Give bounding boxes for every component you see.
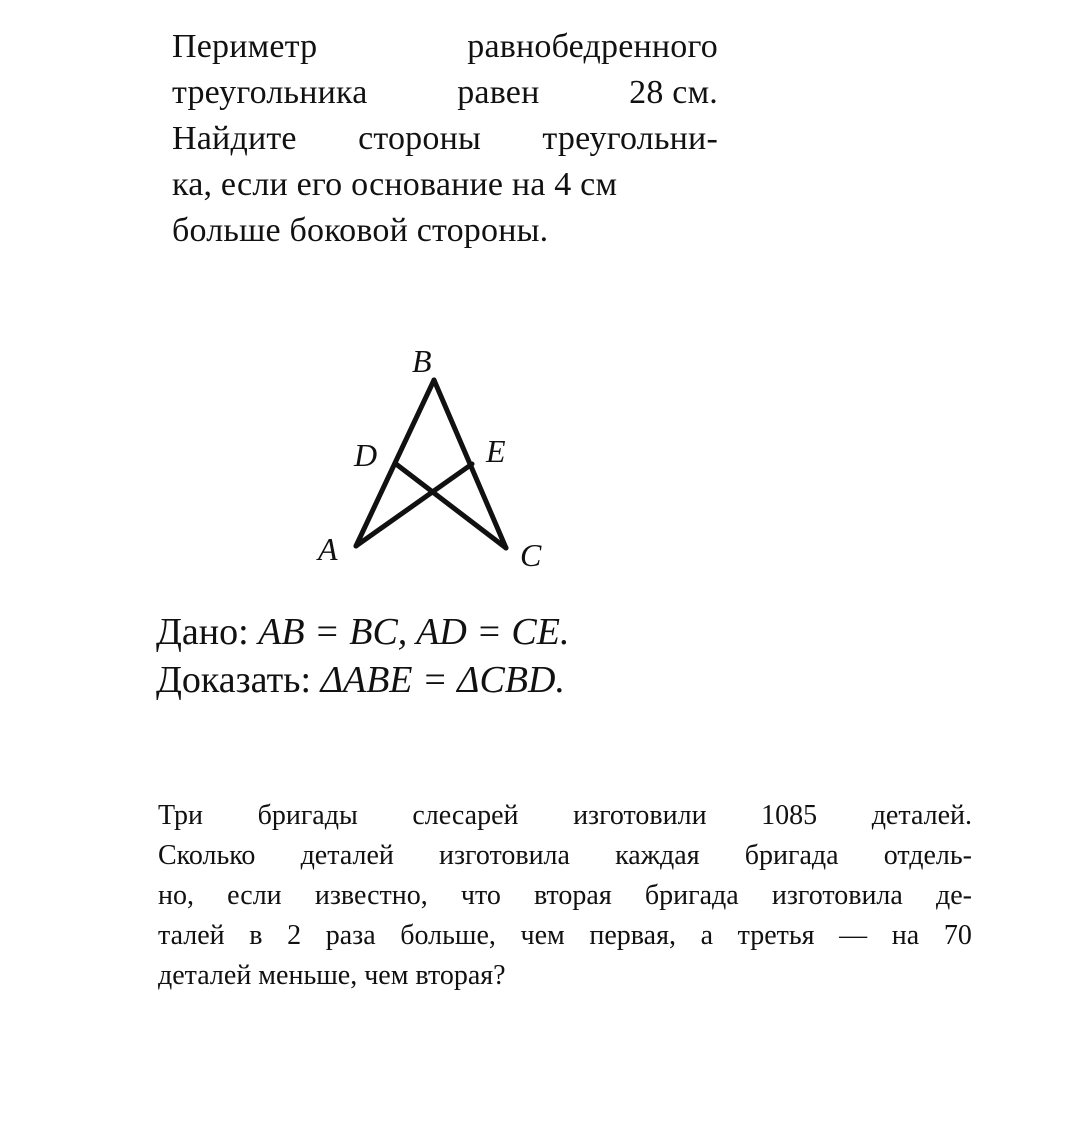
- word: известно,: [314, 880, 428, 911]
- word: Три: [158, 800, 204, 831]
- word: раза: [325, 920, 376, 951]
- given-expression: AB = BC, AD = CE.: [258, 611, 570, 653]
- triangle-figure: [300, 330, 560, 580]
- problem-1-line-5: больше боковой стороны.: [172, 212, 549, 249]
- word: больше,: [400, 920, 496, 951]
- word: —: [839, 920, 868, 951]
- word: каждая: [615, 840, 700, 871]
- word: 70: [943, 920, 972, 951]
- label-d: D: [354, 437, 378, 473]
- word: Найдите: [172, 120, 297, 157]
- word: талей: [158, 920, 225, 951]
- problem-1-line-2: [172, 70, 718, 116]
- word: изготовили: [573, 800, 707, 831]
- word: Сколько: [158, 840, 256, 871]
- word: 1085: [761, 800, 818, 831]
- problem-3-line-1: [158, 796, 972, 836]
- word: на: [891, 920, 920, 951]
- word: треугольни-: [542, 120, 718, 157]
- word: деталей: [300, 840, 394, 871]
- word: изготовила: [771, 880, 903, 911]
- word: третья: [737, 920, 815, 951]
- label-e: E: [486, 433, 506, 469]
- word: 2: [287, 920, 302, 951]
- word: де-: [936, 880, 972, 911]
- word: а: [700, 920, 714, 951]
- word: равнобедренного: [467, 28, 718, 65]
- prove-expression: ΔABE = ΔCBD.: [320, 659, 565, 701]
- problem-3-line-2: [158, 836, 972, 876]
- word: 28 см.: [629, 74, 718, 111]
- problem-3-line-3: [158, 876, 972, 916]
- prove-line: [156, 656, 569, 704]
- word: бригада: [644, 880, 739, 911]
- word: бригады: [257, 800, 358, 831]
- word: деталей.: [871, 800, 972, 831]
- given-and-prove: [156, 608, 569, 704]
- word: отдель-: [883, 840, 972, 871]
- word: чем: [520, 920, 565, 951]
- label-a: A: [318, 531, 338, 567]
- triangle-diagram: [300, 330, 560, 580]
- word: в: [249, 920, 263, 951]
- word: Периметр: [172, 28, 318, 65]
- word: бригада: [744, 840, 839, 871]
- word: но,: [158, 880, 194, 911]
- given-label: Дано:: [156, 611, 249, 653]
- given-line: [156, 608, 569, 656]
- word: изготовила: [439, 840, 570, 871]
- word: слесарей: [412, 800, 519, 831]
- prove-label: Доказать:: [156, 659, 312, 701]
- word: стороны: [358, 120, 482, 157]
- word: треугольника: [172, 74, 368, 111]
- word: первая,: [589, 920, 676, 951]
- problem-1-line-4: ка, если его основание на 4 см: [172, 166, 618, 203]
- word: вторая: [534, 880, 612, 911]
- word: что: [460, 880, 501, 911]
- label-c: C: [520, 537, 542, 573]
- label-b: B: [412, 343, 432, 379]
- word: равен: [457, 74, 540, 111]
- word: если: [227, 880, 282, 911]
- problem-3-line-4: [158, 916, 972, 956]
- problem-1-line-1: [172, 24, 718, 70]
- problem-text-perimeter: [172, 24, 718, 254]
- problem-text-brigades: [158, 796, 972, 996]
- problem-3-line-5: деталей меньше, чем вторая?: [158, 960, 506, 991]
- problem-1-line-3: [172, 116, 718, 162]
